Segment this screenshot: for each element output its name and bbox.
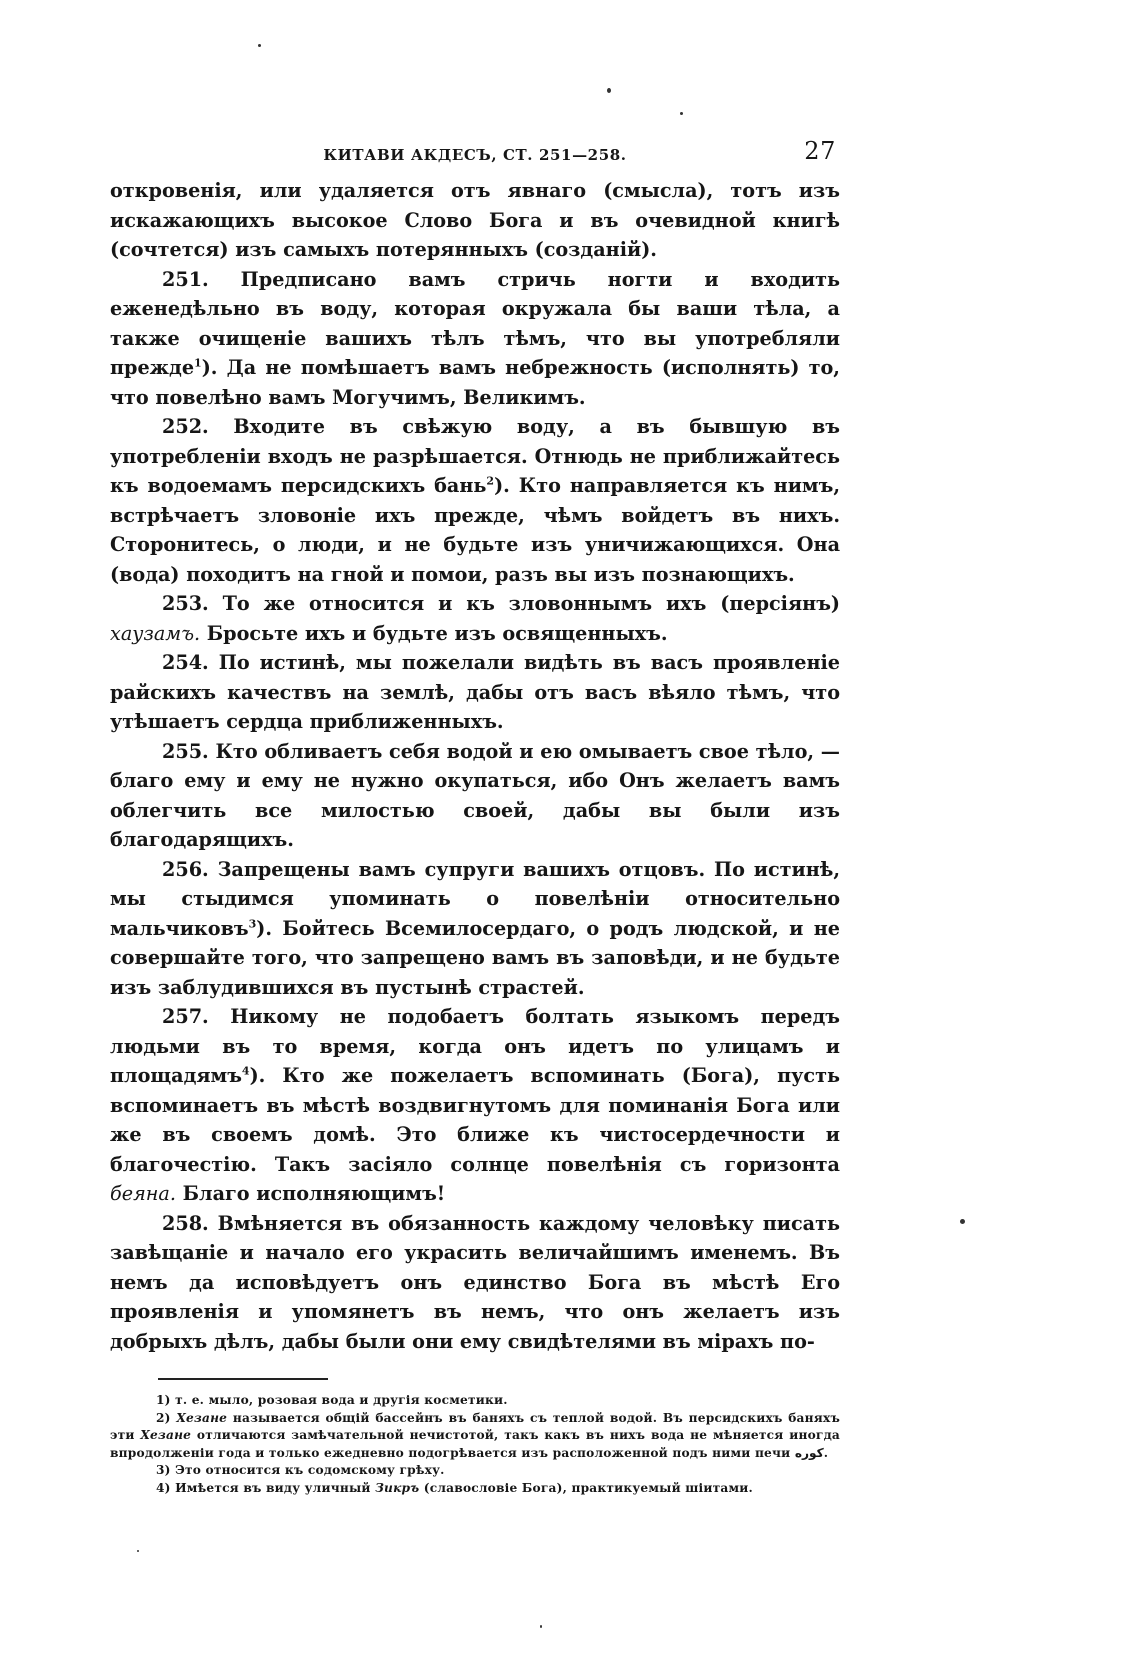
italic-term: хаузамъ.	[110, 621, 201, 645]
verse-text: 251. Предписано вамъ стричь ногти и входить еженедѣльно въ воду, которая окружала бы ваши тѣла, а также очищеніе вашихъ тѣлъ тѣмъ, что вы употребляли прежде	[110, 267, 840, 379]
verse-text: Благо исполняющимъ!	[182, 1182, 446, 1205]
verse-253	[110, 589, 840, 648]
scan-speck	[540, 1625, 542, 1628]
main-text	[110, 176, 840, 1356]
verse-text: Бросьте ихъ и будьте изъ освященныхъ.	[206, 621, 668, 645]
verse-text: ). Кто же пожелаетъ вспоминать (Бога), пусть вспоминаетъ въ мѣстѣ воздвигнутомъ для поминанія Бога или же въ своемъ домѣ. Это ближе къ чистосердечности и благочестію. Такъ засіяло солнце повелѣнія съ горизонта	[110, 1064, 840, 1176]
footnote-text: называется общій бассейнъ въ баняхъ съ теплой водой. Въ персидскихъ баняхъ эти	[110, 1410, 840, 1442]
scan-speck	[137, 1550, 139, 1552]
verse-text: 253. То же относится и къ зловоннымъ ихъ (персіянъ)	[162, 592, 840, 615]
verse-255: 255. Кто обливаетъ себя водой и ею омываетъ свое тѣло, — благо ему и ему не нужно окупаться, ибо Онъ желаетъ вамъ облегчить все милостью своей, дабы вы были изъ благодарящихъ.	[110, 739, 840, 851]
verse-text: ). Да не помѣшаетъ вамъ небрежность (исполнять) то, что повелѣно вамъ Могучимъ, Великимъ.	[110, 356, 840, 409]
footnote-text: отличаются замѣчательной нечистотой, такъ какъ въ нихъ вода не мѣняется иногда впродолженіи года и только ежедневно подогрѣвается изъ расположенной подъ ними печи	[110, 1428, 840, 1460]
footnote-rule	[158, 1378, 328, 1380]
arabic-word: كوره	[794, 1445, 824, 1460]
verse-258: 258. Вмѣняется въ обязанность каждому человѣку писать завѣщаніе и начало его украсить величайшимъ именемъ. Въ немъ да исповѣдуетъ онъ единство Бога въ мѣстѣ Его проявленія и упомянетъ въ немъ, что онъ желаетъ изъ добрыхъ дѣлъ, дабы были они ему свидѣтелями въ мірахъ по-	[110, 1211, 840, 1353]
italic-term: беяна.	[110, 1182, 176, 1205]
scan-speck	[680, 112, 683, 115]
footnote-marker: 2	[486, 474, 495, 488]
verse-text: ). Кто направляется къ нимъ, встрѣчаетъ зловоніе ихъ прежде, чѣмъ войдетъ въ нихъ. Сторонитесь, о люди, и не будьте изъ уничижающихся. Она (вода) походитъ на гной и помои, разъ вы изъ познающихъ.	[110, 474, 840, 586]
book-page	[110, 137, 840, 1497]
verse-text: 257. Никому не подобаетъ болтать языкомъ передъ людьми въ то время, когда онъ идетъ по улицамъ и площадямъ	[110, 1005, 840, 1087]
footnote-marker: 4	[241, 1064, 250, 1078]
footnote-4	[110, 1480, 840, 1498]
verse-text: ). Бойтесь Всемилосердаго, о родъ людской, и не совершайте того, что запрещено вамъ въ заповѣди, и не будьте изъ заблудившихся въ пустынѣ страстей.	[110, 916, 840, 999]
italic-term: Хезане	[140, 1428, 192, 1442]
footnote-marker: 1	[194, 356, 202, 370]
verse-text: 256. Запрещены вамъ супруги вашихъ отцовъ. По истинѣ, мы стыдимся упоминать о повелѣніи относительно мальчиковъ	[110, 857, 840, 940]
verse-252	[110, 412, 840, 589]
scan-speck	[960, 1219, 965, 1224]
verse-257	[110, 1002, 840, 1209]
running-title: КИТАВИ АКДЕСЪ, СТ. 251—258.	[323, 146, 627, 164]
italic-term: Зикръ	[375, 1480, 420, 1495]
italic-term: Хезане	[176, 1410, 228, 1425]
footnote-text: .	[823, 1445, 829, 1460]
footnote-marker: 3	[248, 917, 257, 931]
verse-256	[110, 855, 840, 1003]
verse-251	[110, 265, 840, 413]
footnote-3: 3) Это относится къ содомскому грѣху.	[156, 1463, 445, 1477]
scan-speck	[607, 88, 611, 93]
page-header	[110, 137, 840, 176]
footnote-text: 4) Имѣется въ виду уличный	[156, 1480, 371, 1495]
scan-speck	[258, 44, 261, 47]
page-number: 27	[804, 137, 836, 165]
footnote-2	[110, 1410, 840, 1463]
footnote-text: (славословіе Бога), практикуемый шіитами.	[423, 1480, 753, 1495]
intro-paragraph: откровенія, или удаляется отъ явнаго (смысла), тотъ изъ искажающихъ высокое Слово Бога и въ очевидной книгѣ (сочтется) изъ самыхъ потерянныхъ (созданій).	[110, 179, 840, 261]
footnote-text: 2)	[156, 1410, 171, 1425]
footnotes	[110, 1392, 840, 1497]
verse-text: 252. Входите въ свѣжую воду, а въ бывшую въ употребленіи входъ не разрѣшается. Отнюдь не приближайтесь къ водоемамъ персидскихъ бань	[110, 415, 840, 497]
verse-254: 254. По истинѣ, мы пожелали видѣть въ васъ проявленіе райскихъ качествъ на землѣ, дабы отъ васъ вѣяло тѣмъ, что утѣшаетъ сердца приближенныхъ.	[110, 651, 840, 733]
footnote-1: 1) т. е. мыло, розовая вода и другія косметики.	[156, 1393, 508, 1407]
